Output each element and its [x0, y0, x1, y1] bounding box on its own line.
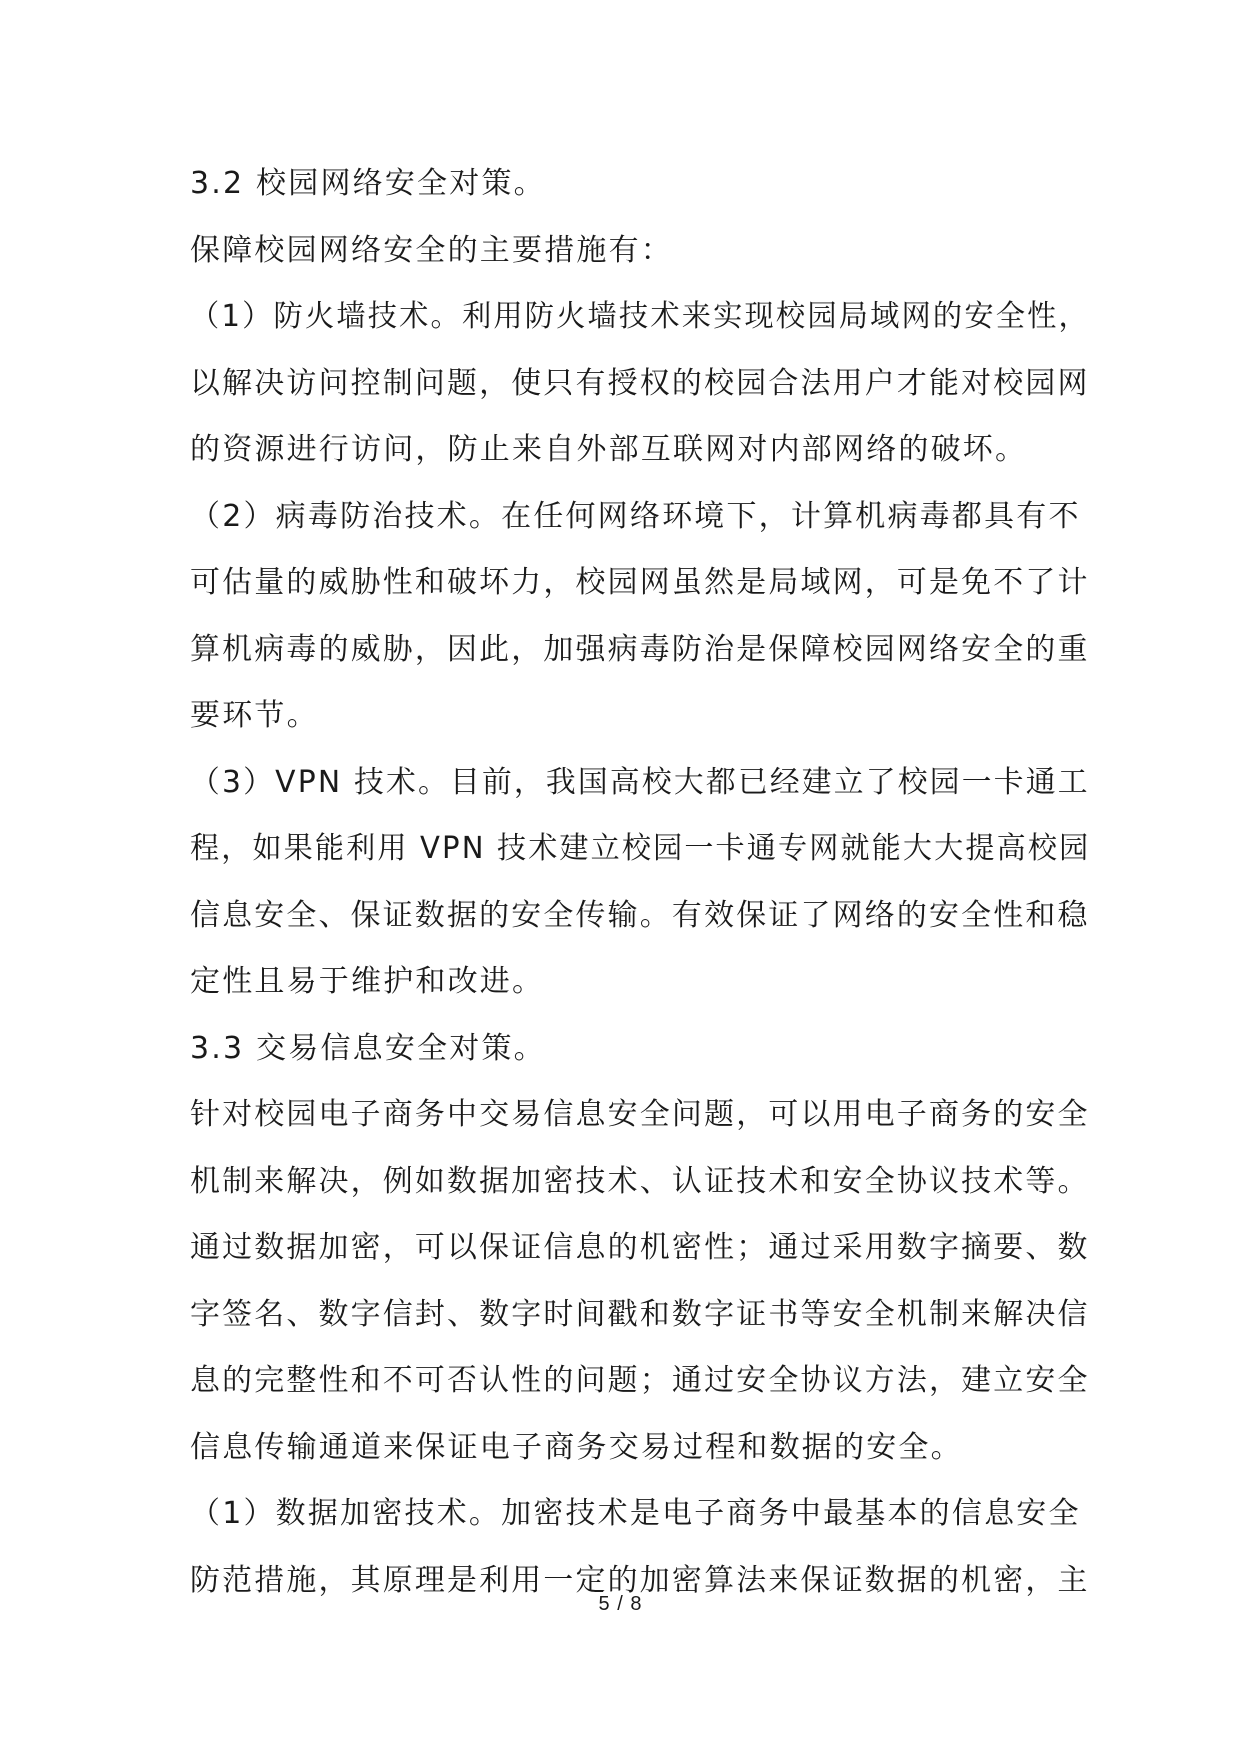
text-line: 可估量的威胁性和破坏力，校园网虽然是局域网，可是免不了计	[190, 565, 1090, 600]
page-number: 5 / 8	[598, 1593, 643, 1615]
section-heading-3-3: 3.3 交易信息安全对策。	[190, 1031, 546, 1066]
text-line: 程，如果能利用 VPN 技术建立校园一卡通专网就能大大提高校园	[190, 831, 1091, 866]
text-line: 字签名、数字信封、数字时间戳和数字证书等安全机制来解决信	[190, 1297, 1090, 1332]
text-line: 保障校园网络安全的主要措施有：	[190, 233, 673, 268]
text-line: 息的完整性和不可否认性的问题；通过安全协议方法，建立安全	[190, 1363, 1090, 1398]
text-line: 的资源进行访问，防止来自外部互联网对内部网络的破坏。	[190, 432, 1028, 467]
text-line: 信息安全、保证数据的安全传输。有效保证了网络的安全性和稳	[190, 898, 1090, 933]
text-line: 以解决访问控制问题，使只有授权的校园合法用户才能对校园网	[190, 366, 1090, 401]
text-line: 算机病毒的威胁，因此，加强病毒防治是保障校园网络安全的重	[190, 632, 1090, 667]
text-line: 信息传输通道来保证电子商务交易过程和数据的安全。	[190, 1430, 963, 1465]
section-heading-3-2: 3.2 校园网络安全对策。	[190, 166, 546, 201]
text-line: 通过数据加密，可以保证信息的机密性；通过采用数字摘要、数	[190, 1230, 1090, 1265]
text-line: （1）数据加密技术。加密技术是电子商务中最基本的信息安全	[190, 1496, 1081, 1531]
text-line: 针对校园电子商务中交易信息安全问题，可以用电子商务的安全	[190, 1097, 1090, 1132]
text-line: 要环节。	[190, 698, 319, 733]
text-line: 防范措施，其原理是利用一定的加密算法来保证数据的机密，主	[190, 1563, 1090, 1598]
text-line: （3）VPN 技术。目前，我国高校大都已经建立了校园一卡通工	[190, 765, 1090, 800]
text-line: 机制来解决，例如数据加密技术、认证技术和安全协议技术等。	[190, 1164, 1090, 1199]
text-line: （2）病毒防治技术。在任何网络环境下，计算机病毒都具有不	[190, 499, 1081, 534]
text-line: 定性且易于维护和改进。	[190, 964, 545, 999]
text-line: （1）防火墙技术。利用防火墙技术来实现校园局域网的安全性，	[190, 299, 1090, 334]
